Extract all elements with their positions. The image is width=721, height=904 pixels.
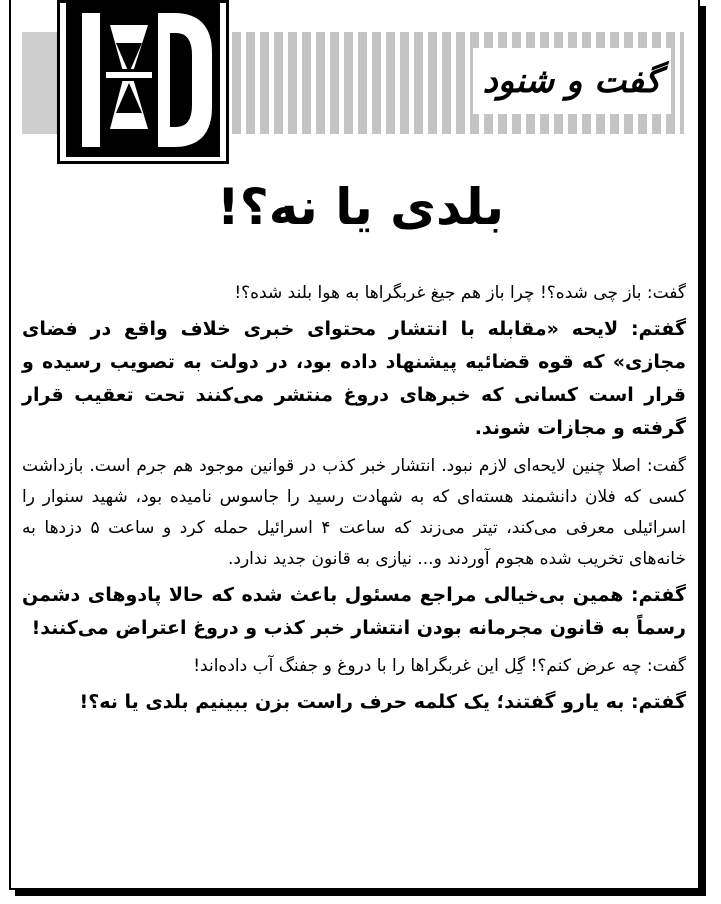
section-title: گفت و شنود	[482, 61, 661, 101]
section-title-wrap	[473, 48, 671, 114]
paragraph-1: گفت: باز چی شده؟! چرا باز هم جیغ غربگراها به هوا بلند شده؟!	[234, 283, 686, 303]
paragraph-6: گفتم: به یارو گفتند؛ یک کلمه حرف راست بزن ببینیم بلدی یا نه؟!	[79, 691, 686, 713]
article-body	[22, 278, 686, 725]
column-logo	[57, 0, 229, 164]
header-stripes-left	[22, 32, 56, 134]
hourglass-logo-icon	[66, 3, 220, 157]
paragraph-3: گفت: اصلا چنین لایحه‌ای لازم نبود. انتشار خبر کذب در قوانین موجود هم جرم است. بازداشت کسی که فلان دانشمند هسته‌ای که به شهادت رسید را جاسوس نامیده بود، شهید سنوار را اسرائیلی معرفی می‌کند، تیتر می‌زند که ساعت ۴ اسرائیل حمله کرد و ساعت ۵ دزدها به خانه‌های تخریب شده هجوم آوردند و... نیازی به قانون جدید ندارد.	[22, 456, 686, 569]
headline: بلدی یا نه؟!	[216, 178, 505, 236]
paragraph-2: گفتم: لایحه «مقابله با انتشار محتوای خبری خلاف واقع در فضای مجازی» که قوه قضائیه پیشنهاد داده بود، در دولت به تصویب رسیده و قرار است کسانی که خبرهای دروغ منتشر می‌کنند تحت تعقیب قرار گرفته و مجازات شوند.	[22, 318, 686, 439]
paragraph-4: گفتم: همین بی‌خیالی مراجع مسئول باعث شده که حالا پادوهای دشمن رسماً به قانون مجرمانه بودن انتشار خبر کذب و دروغ اعتراض می‌کنند!	[22, 584, 686, 639]
paragraph-5: گفت: چه عرض کنم؟! گِل این غربگراها را با دروغ و جفنگ آب داده‌اند!	[193, 656, 686, 676]
